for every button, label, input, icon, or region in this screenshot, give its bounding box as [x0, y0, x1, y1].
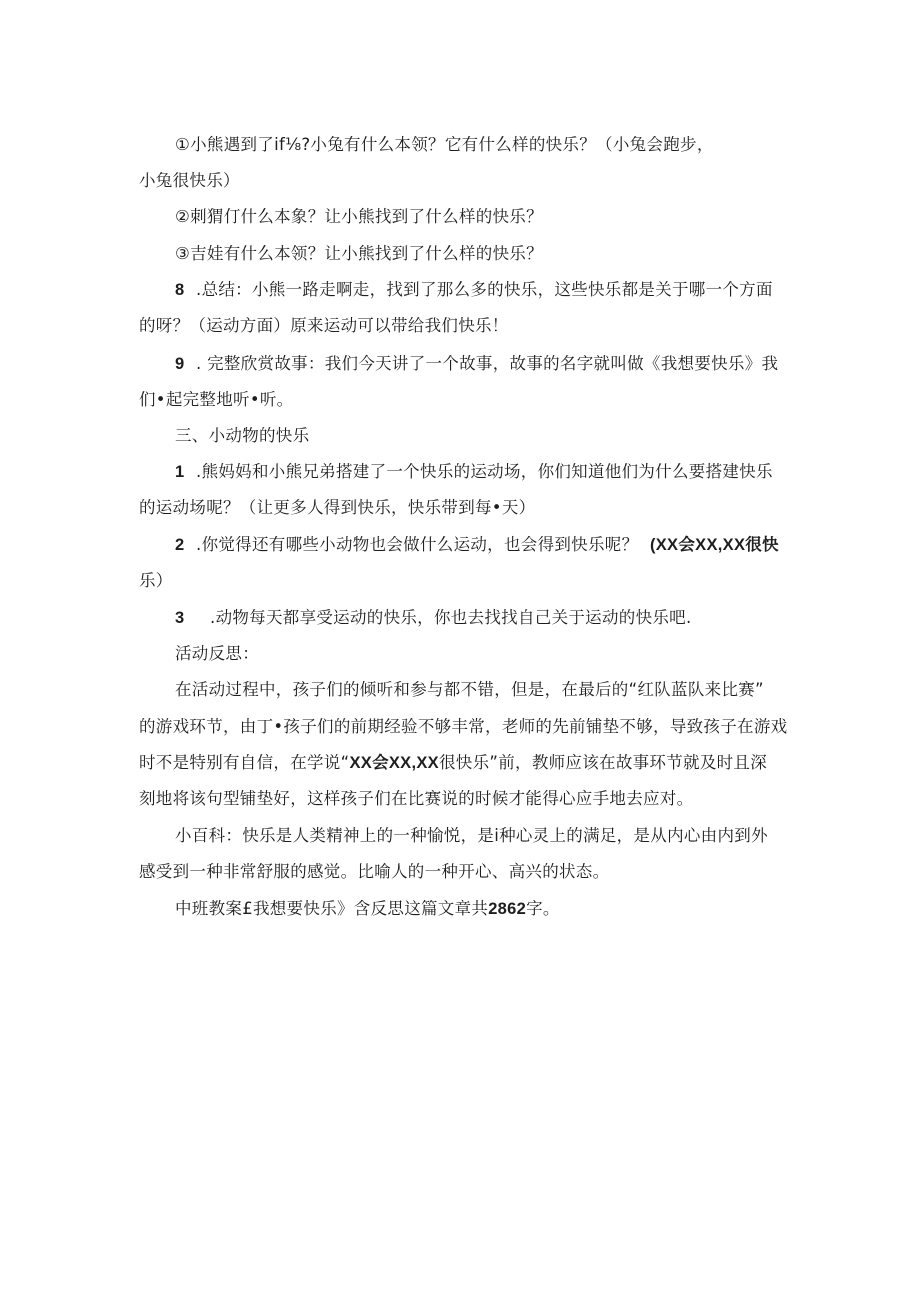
s3-item-3-text: .动物每天都享受运动的快乐，你也去找找自己关于运动的快乐吧. — [210, 608, 692, 627]
item-9-number: 9 — [175, 355, 185, 373]
s3-item-2-example: (XX会XX,XX很快 — [649, 536, 779, 554]
s3-item-2-line-2: 乐） — [139, 571, 173, 590]
s3-item-1-line-2: 的运动场呢？（让更多人得到快乐，快乐带到每•天） — [139, 498, 536, 517]
reflection-heading: 活动反思： — [175, 644, 259, 663]
question-1-line-1: ①小熊遇到了if⅛?小兔有什么本领？它有什么样的快乐？（小兔会跑步， — [175, 135, 714, 154]
footer-word-count — [175, 897, 560, 921]
item-9-line-1 — [175, 352, 778, 376]
question-1-line-2: 小兔很快乐） — [139, 171, 240, 190]
item-8-line-1 — [175, 278, 773, 302]
s3-item-1-line-1 — [175, 460, 773, 484]
question-3: ③吉娃有什么本领？让小熊找到了什么样的快乐？ — [175, 244, 543, 263]
s3-item-3-number: 3 — [175, 609, 185, 627]
item-9-line-2: 们•起完整地听•听。 — [139, 390, 294, 409]
s3-item-3-line-1 — [175, 606, 692, 630]
section-3-heading: 三、小动物的快乐 — [175, 426, 310, 445]
s3-item-1-text: .熊妈妈和小熊兄弟搭建了一个快乐的运动场，你们知道他们为什么要搭建快乐 — [196, 462, 773, 481]
question-2: ②刺猬仃什么本象？让小熊找到了什么样的快乐？ — [175, 207, 543, 226]
encyclopedia-line-1: 小百科：快乐是人类精神上的一种愉悦，是i种心灵上的满足，是从内心由内到外 — [175, 826, 768, 845]
item-8-number: 8 — [175, 281, 185, 299]
reflection-line-3-c: 很快乐”前，教师应该在故事环节就及时且深 — [438, 753, 768, 772]
reflection-line-1: 在活动过程中，孩子们的倾听和参与都不错，但是，在最后的“红队蓝队来比赛” — [175, 680, 764, 699]
reflection-line-3-a: 时不是特别有自信，在学说“ — [139, 753, 350, 772]
s3-item-2-line-1 — [175, 533, 779, 557]
s3-item-2-text: .你觉得还有哪些小动物也会做什么运动，也会得到快乐呢？ — [196, 535, 639, 554]
reflection-line-3 — [139, 751, 767, 775]
reflection-line-4: 刻地将该句型铺垫好，这样孩子们在比赛说的时候才能得心应手地去应对。 — [139, 789, 694, 808]
reflection-line-3-example: XX会XX,XX — [349, 754, 439, 772]
footer-text-a: 中班教案£我想要快乐》含反思这篇文章共 — [175, 899, 489, 918]
footer-count: 2862 — [488, 900, 527, 918]
encyclopedia-line-2: 感受到一种非常舒服的感觉。比喻人的一种开心、高兴的状态。 — [139, 862, 610, 881]
item-8-text: .总结：小熊一路走啊走，找到了那么多的快乐，这些快乐都是关于哪一个方面 — [196, 280, 773, 299]
reflection-line-2: 的游戏环节，由丁•孩子们的前期经验不够丰常，老师的先前铺垫不够，导致孩子在游戏 — [139, 717, 788, 736]
s3-item-1-number: 1 — [175, 463, 185, 481]
item-8-line-2: 的呀？（运动方面）原来运动可以带给我们快乐！ — [139, 316, 509, 335]
s3-item-2-number: 2 — [175, 536, 185, 554]
item-9-text: . 完整欣赏故事：我们今天讲了一个故事，故事的名字就叫做《我想要快乐》我 — [196, 354, 779, 373]
footer-text-b: 字。 — [526, 899, 560, 918]
